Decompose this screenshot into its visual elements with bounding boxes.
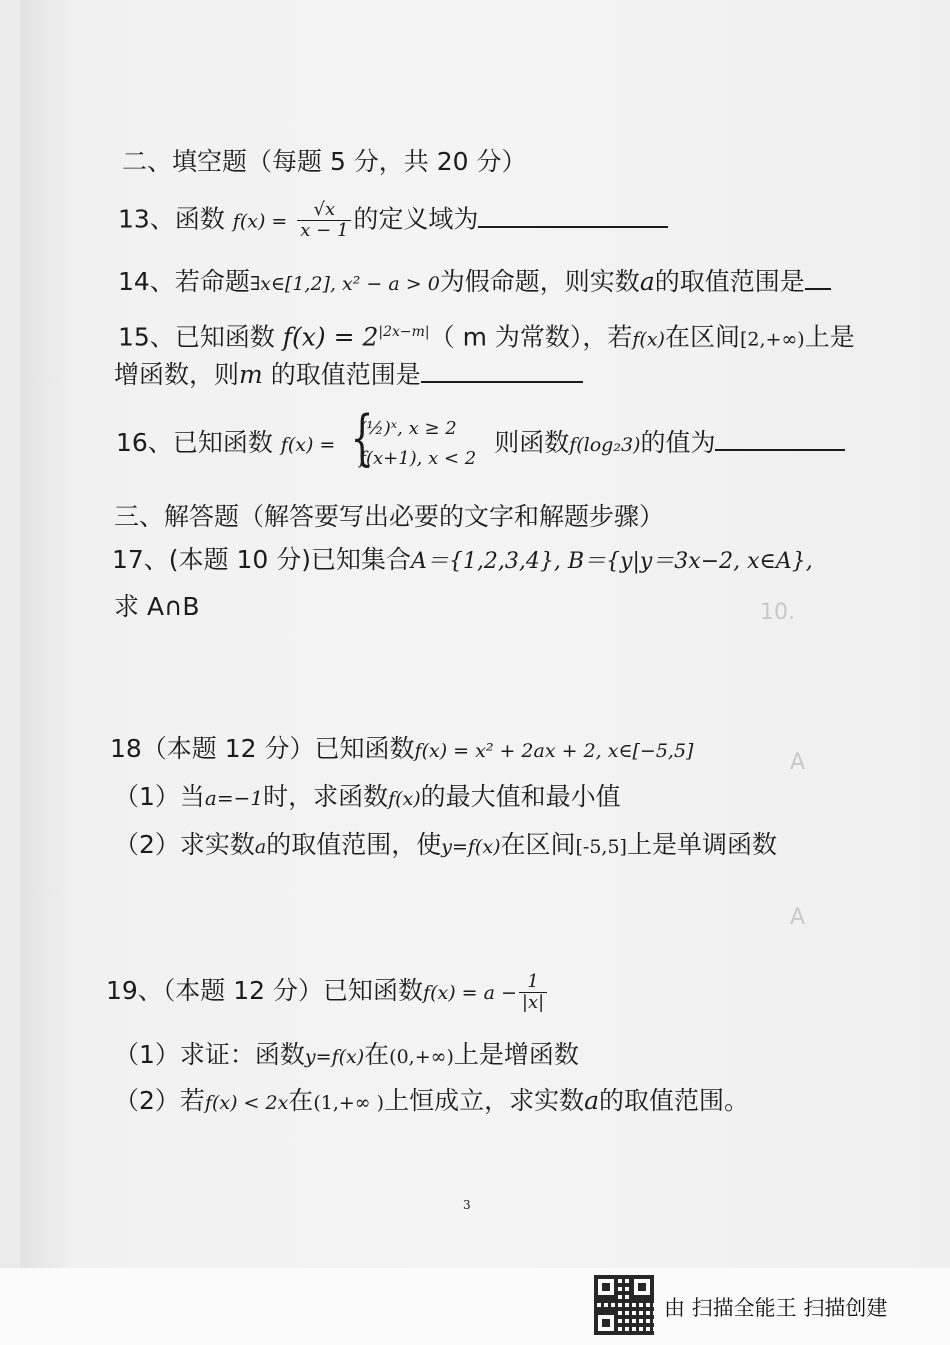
section-3-title: 三、解答题（解答要写出必要的文字和解题步骤） — [114, 502, 665, 531]
question-13: 13、函数 f(x) = $\frac{√x}{x - 1}$ 的定义域为 — [118, 200, 668, 241]
answer-blank[interactable] — [805, 284, 831, 290]
bleed-through-text: A — [790, 750, 806, 775]
scanner-watermark: 由 扫描全能王 扫描创建 — [664, 1296, 888, 1320]
question-14: 14、若命题∃x∈[1,2], x² − a > 0为假命题，则实数a的取值范围是 — [118, 265, 831, 301]
bleed-through-text: 10. — [760, 600, 795, 625]
answer-blank[interactable] — [478, 222, 668, 228]
question-19: 19、（本题 12 分）已知函数f(x) = a − $\frac{1}{|x|}$ — [106, 968, 549, 1018]
fraction: $\frac{1}{|x|}$ — [519, 972, 547, 1013]
section-2-title: 二、填空题（每题 5 分，共 20 分） — [122, 147, 527, 176]
piecewise-cases: (½)ˣ, x ≥ 2 f(x+1), x < 2 — [359, 418, 477, 469]
question-19-part2: （2）若f(x) < 2x在(1,+∞ )上恒成立，求实数a的取值范围。 — [114, 1086, 749, 1115]
exam-page — [20, 0, 950, 1270]
bleed-through-text: A — [790, 905, 806, 930]
question-16: 16、已知函数 f(x) = { (½)ˣ, x ≥ 2 f(x+1), x < 2 则函数f(log₂3)的值为 — [116, 408, 845, 488]
question-18: 18（本题 12 分）已知函数f(x) = x² + 2ax + 2, x∈[−5,5] — [110, 734, 694, 763]
answer-blank[interactable] — [421, 377, 583, 383]
question-18-part1: （1）当a=−1时，求函数f(x)的最大值和最小值 — [114, 782, 621, 811]
fraction: $\frac{√x}{x - 1}$ — [297, 200, 351, 241]
question-17: 17、(本题 10 分)已知集合A＝{1,2,3,4}, B＝{y|y＝3x−2, x∈A}, — [112, 545, 813, 574]
question-15-line2: 增函数，则m 的取值范围是 — [114, 358, 583, 392]
piecewise-brace: { — [350, 403, 374, 473]
question-15: 15、已知函数 $f(x) = 2^{|2x-m|}$（ m 为常数），若f(x)在区间[2,+∞)上是 — [118, 322, 855, 352]
question-18-part2: （2）求实数a的取值范围，使y=f(x)在区间[-5,5]上是单调函数 — [114, 830, 777, 859]
question-19-part1: （1）求证：函数y=f(x)在(0,+∞)上是增函数 — [114, 1040, 579, 1069]
question-17-line2: 求 A∩B — [114, 592, 200, 621]
page-number: 3 — [463, 1198, 471, 1212]
answer-blank[interactable] — [715, 445, 845, 451]
qr-code-icon[interactable] — [594, 1275, 654, 1335]
